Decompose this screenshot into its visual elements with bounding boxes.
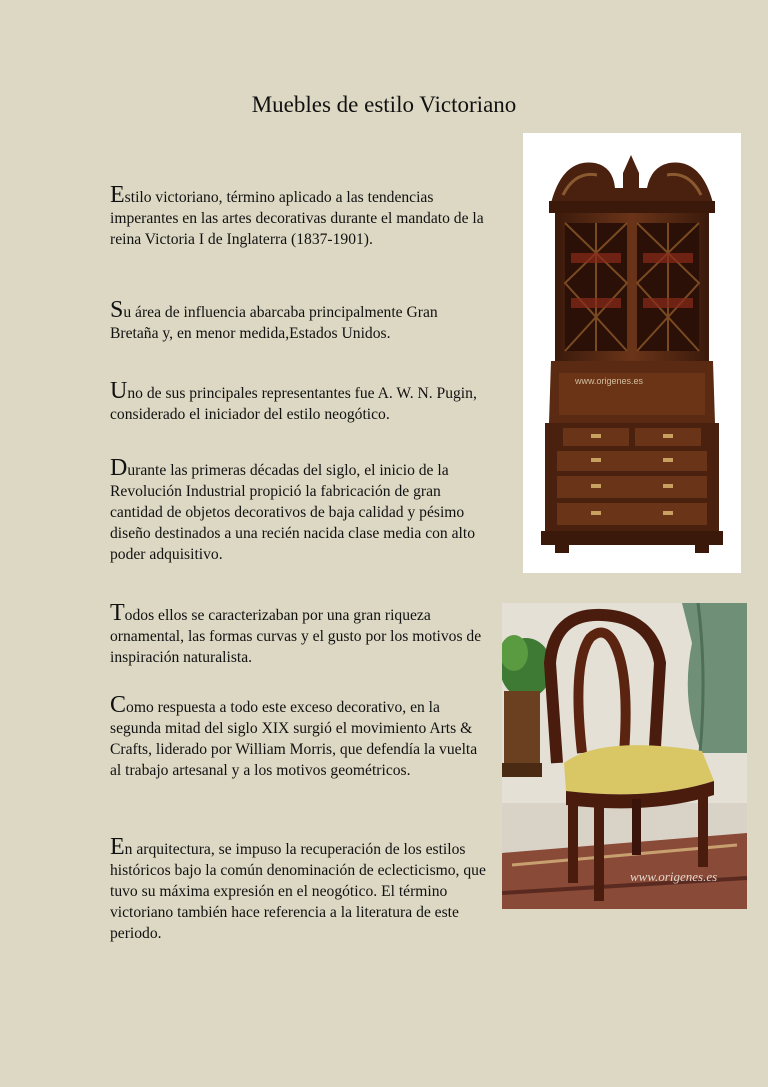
drop-initial: T [110,600,125,626]
paragraph-text: omo respuesta a todo este exceso decorativo, en la segunda mitad del siglo XIX surgió el movimiento Arts & Crafts, liderado por William Morris, que defendía la vuelta al trabajo artesanal y a los motivos geométricos. [110,699,478,779]
paragraph-3 [110,378,490,425]
chair-illustration [502,603,747,909]
chair-watermark: www.origenes.es [630,869,718,884]
paragraph-1 [110,182,490,250]
bureau-watermark: www.origenes.es [575,376,644,386]
bureau-illustration [523,133,741,573]
page-title: Muebles de estilo Victoriano [251,92,517,117]
paragraph-5 [110,600,490,668]
drop-initial: E [110,182,125,208]
paragraph-text: stilo victoriano, término aplicado a las tendencias imperantes en las artes decorativas durante el mandato de la reina Victoria I de Inglaterra (1837-1901). [110,189,484,248]
paragraph-text: n arquitectura, se impuso la recuperación de los estilos históricos bajo la común denominación de eclecticismo, que tuvo su máxima expresión en el neogótico. El término victoriano también hace referencia a la literatura de este periodo. [110,841,486,942]
paragraph-text: urante las primeras décadas del siglo, el inicio de la Revolución Industrial propició la fabricación de gran cantidad de objetos decorativos de baja calidad y pésimo diseño destinados a una recién nacida clase media con alto poder adquisitivo. [110,462,476,563]
paragraph-text: no de sus principales representantes fue A. W. N. Pugin, considerado el iniciador del estilo neogótico. [110,385,477,423]
paragraph-2 [110,297,490,344]
drop-initial: U [110,378,128,404]
drop-initial: C [110,692,127,718]
paragraph-6 [110,692,490,781]
paragraph-text: odos ellos se caracterizaban por una gran riqueza ornamental, las formas curvas y el gusto por los motivos de inspiración naturalista. [110,607,482,666]
paragraph-4 [110,455,490,565]
paragraph-7 [110,834,490,944]
drop-initial: D [110,455,128,481]
paragraph-text: u área de influencia abarcaba principalmente Gran Bretaña y, en menor medida,Estados Unidos. [110,304,438,342]
drop-initial: E [110,834,125,860]
chair-image [502,603,747,909]
drop-initial: S [110,297,124,323]
bureau-image [523,133,741,573]
